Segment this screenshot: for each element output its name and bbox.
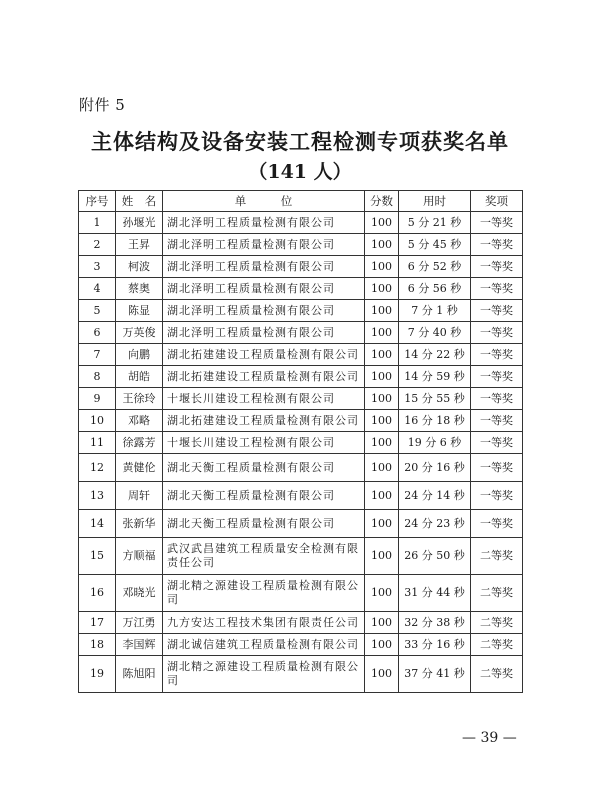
cell-time: 14 分 59 秒 [399, 366, 471, 388]
cell-score: 100 [365, 256, 399, 278]
cell-unit: 湖北精之源建设工程质量检测有限公司 [163, 575, 365, 612]
cell-score: 100 [365, 634, 399, 656]
cell-unit: 九方安达工程技术集团有限责任公司 [163, 612, 365, 634]
cell-award: 一等奖 [471, 432, 523, 454]
header-time: 用时 [399, 191, 471, 212]
cell-time: 31 分 44 秒 [399, 575, 471, 612]
cell-name: 周轩 [116, 482, 163, 510]
cell-award: 二等奖 [471, 575, 523, 612]
cell-name: 孙堰光 [116, 212, 163, 234]
cell-award: 一等奖 [471, 300, 523, 322]
cell-time: 7 分 1 秒 [399, 300, 471, 322]
cell-no: 15 [79, 538, 116, 575]
table-row [79, 388, 523, 410]
cell-time: 15 分 55 秒 [399, 388, 471, 410]
cell-award: 一等奖 [471, 322, 523, 344]
cell-name: 向鹏 [116, 344, 163, 366]
cell-award: 一等奖 [471, 482, 523, 510]
table-row [79, 256, 523, 278]
cell-no: 3 [79, 256, 116, 278]
cell-unit: 湖北诚信建筑工程质量检测有限公司 [163, 634, 365, 656]
cell-no: 4 [79, 278, 116, 300]
document-subtitle: （141 人） [248, 161, 352, 183]
cell-award: 一等奖 [471, 256, 523, 278]
awards-table [78, 190, 523, 693]
cell-name: 陈旭阳 [116, 656, 163, 693]
cell-no: 14 [79, 510, 116, 538]
table-row [79, 432, 523, 454]
table-row [79, 482, 523, 510]
cell-time: 33 分 16 秒 [399, 634, 471, 656]
document-title: 主体结构及设备安装工程检测专项获奖名单 [91, 129, 509, 154]
cell-time: 37 分 41 秒 [399, 656, 471, 693]
cell-name: 方顺福 [116, 538, 163, 575]
cell-time: 16 分 18 秒 [399, 410, 471, 432]
cell-name: 徐露芳 [116, 432, 163, 454]
cell-unit: 湖北泽明工程质量检测有限公司 [163, 300, 365, 322]
cell-unit: 十堰长川建设工程检测有限公司 [163, 432, 365, 454]
cell-name: 王昇 [116, 234, 163, 256]
cell-unit: 湖北拓建建设工程质量检测有限公司 [163, 366, 365, 388]
attachment-label: 附件 5 [79, 96, 126, 114]
cell-name: 万江勇 [116, 612, 163, 634]
cell-name: 万英俊 [116, 322, 163, 344]
cell-no: 13 [79, 482, 116, 510]
table-row [79, 656, 523, 693]
cell-no: 19 [79, 656, 116, 693]
cell-name: 陈显 [116, 300, 163, 322]
header-unit: 单 位 [163, 191, 365, 212]
table-header-row [79, 191, 523, 212]
cell-award: 一等奖 [471, 366, 523, 388]
cell-unit: 湖北拓建建设工程质量检测有限公司 [163, 410, 365, 432]
cell-award: 一等奖 [471, 234, 523, 256]
cell-unit: 湖北天衡工程质量检测有限公司 [163, 510, 365, 538]
cell-score: 100 [365, 575, 399, 612]
cell-name: 张新华 [116, 510, 163, 538]
cell-name: 黄健伦 [116, 454, 163, 482]
cell-score: 100 [365, 300, 399, 322]
cell-score: 100 [365, 388, 399, 410]
cell-no: 6 [79, 322, 116, 344]
cell-unit: 湖北泽明工程质量检测有限公司 [163, 256, 365, 278]
cell-name: 王徐玲 [116, 388, 163, 410]
cell-no: 5 [79, 300, 116, 322]
cell-score: 100 [365, 612, 399, 634]
cell-name: 柯波 [116, 256, 163, 278]
cell-time: 24 分 14 秒 [399, 482, 471, 510]
cell-time: 26 分 50 秒 [399, 538, 471, 575]
cell-award: 二等奖 [471, 612, 523, 634]
cell-unit: 湖北泽明工程质量检测有限公司 [163, 278, 365, 300]
cell-no: 7 [79, 344, 116, 366]
cell-score: 100 [365, 656, 399, 693]
cell-score: 100 [365, 278, 399, 300]
cell-no: 16 [79, 575, 116, 612]
cell-time: 6 分 52 秒 [399, 256, 471, 278]
cell-score: 100 [365, 366, 399, 388]
cell-time: 19 分 6 秒 [399, 432, 471, 454]
header-award: 奖项 [471, 191, 523, 212]
cell-score: 100 [365, 410, 399, 432]
cell-score: 100 [365, 234, 399, 256]
header-name: 姓 名 [116, 191, 163, 212]
cell-award: 一等奖 [471, 212, 523, 234]
cell-award: 一等奖 [471, 344, 523, 366]
cell-unit: 湖北泽明工程质量检测有限公司 [163, 212, 365, 234]
cell-no: 12 [79, 454, 116, 482]
cell-name: 邓晓光 [116, 575, 163, 612]
cell-unit: 十堰长川建设工程检测有限公司 [163, 388, 365, 410]
cell-name: 胡皓 [116, 366, 163, 388]
cell-no: 9 [79, 388, 116, 410]
cell-score: 100 [365, 510, 399, 538]
cell-no: 10 [79, 410, 116, 432]
header-score: 分数 [365, 191, 399, 212]
table-row [79, 300, 523, 322]
cell-award: 一等奖 [471, 454, 523, 482]
cell-unit: 湖北拓建建设工程质量检测有限公司 [163, 344, 365, 366]
header-no: 序号 [79, 191, 116, 212]
cell-score: 100 [365, 212, 399, 234]
cell-time: 6 分 56 秒 [399, 278, 471, 300]
cell-time: 7 分 40 秒 [399, 322, 471, 344]
cell-unit: 湖北泽明工程质量检测有限公司 [163, 234, 365, 256]
table-row [79, 278, 523, 300]
table-row [79, 634, 523, 656]
cell-time: 14 分 22 秒 [399, 344, 471, 366]
cell-time: 20 分 16 秒 [399, 454, 471, 482]
cell-award: 一等奖 [471, 510, 523, 538]
cell-score: 100 [365, 454, 399, 482]
table-body [79, 212, 523, 693]
cell-time: 32 分 38 秒 [399, 612, 471, 634]
cell-score: 100 [365, 344, 399, 366]
table-row [79, 575, 523, 612]
cell-unit: 武汉武昌建筑工程质量安全检测有限责任公司 [163, 538, 365, 575]
cell-score: 100 [365, 432, 399, 454]
cell-score: 100 [365, 538, 399, 575]
cell-time: 5 分 45 秒 [399, 234, 471, 256]
table-row [79, 212, 523, 234]
cell-no: 2 [79, 234, 116, 256]
cell-no: 1 [79, 212, 116, 234]
cell-name: 邓略 [116, 410, 163, 432]
cell-unit: 湖北泽明工程质量检测有限公司 [163, 322, 365, 344]
cell-unit: 湖北精之源建设工程质量检测有限公司 [163, 656, 365, 693]
cell-award: 二等奖 [471, 538, 523, 575]
table-row [79, 410, 523, 432]
cell-no: 8 [79, 366, 116, 388]
cell-award: 一等奖 [471, 278, 523, 300]
cell-award: 二等奖 [471, 634, 523, 656]
table-row [79, 454, 523, 482]
table-row [79, 538, 523, 575]
table-row [79, 366, 523, 388]
table-row [79, 344, 523, 366]
cell-no: 17 [79, 612, 116, 634]
cell-time: 24 分 23 秒 [399, 510, 471, 538]
cell-score: 100 [365, 482, 399, 510]
table-row [79, 322, 523, 344]
table-row [79, 612, 523, 634]
table-row [79, 510, 523, 538]
cell-award: 一等奖 [471, 410, 523, 432]
cell-unit: 湖北天衡工程质量检测有限公司 [163, 482, 365, 510]
table-row [79, 234, 523, 256]
cell-no: 18 [79, 634, 116, 656]
cell-time: 5 分 21 秒 [399, 212, 471, 234]
cell-no: 11 [79, 432, 116, 454]
cell-name: 蔡奥 [116, 278, 163, 300]
cell-name: 李国辉 [116, 634, 163, 656]
cell-unit: 湖北天衡工程质量检测有限公司 [163, 454, 365, 482]
cell-award: 一等奖 [471, 388, 523, 410]
cell-award: 二等奖 [471, 656, 523, 693]
page-number: — 39 — [462, 730, 517, 746]
cell-score: 100 [365, 322, 399, 344]
